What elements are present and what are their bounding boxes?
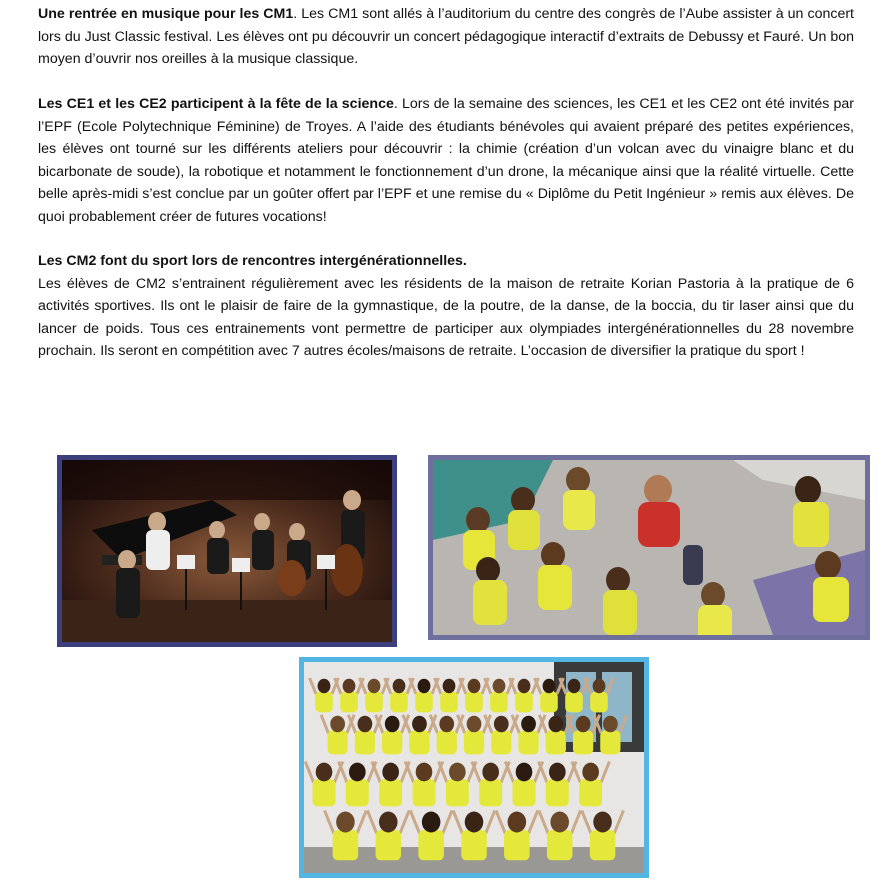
- section-cm1-paragraph: [38, 3, 854, 71]
- child-vest: [546, 730, 566, 754]
- sport-photo: [299, 657, 649, 878]
- child-vest: [490, 692, 508, 713]
- section-cm2-heading-line: [38, 250, 854, 273]
- child-vest: [379, 779, 402, 806]
- child-vest: [491, 730, 511, 754]
- child-head: [516, 763, 533, 782]
- child-vest: [328, 730, 348, 754]
- child-head: [550, 812, 569, 833]
- child-vest: [547, 830, 573, 860]
- child-vest: [365, 692, 383, 713]
- child-vest: [565, 692, 583, 713]
- child-vest: [390, 692, 408, 713]
- child-vest: [440, 692, 458, 713]
- section-ce1-ce2: [38, 93, 854, 229]
- child-vest: [418, 830, 444, 860]
- child-vest: [465, 692, 483, 713]
- child-head: [493, 679, 506, 693]
- child-head: [343, 679, 356, 693]
- child-head: [518, 679, 531, 693]
- child-vest: [313, 779, 336, 806]
- child-head: [439, 716, 454, 733]
- child-head: [548, 716, 563, 733]
- child-head: [336, 812, 355, 833]
- child-vest: [340, 692, 358, 713]
- section-cm2-body: Les élèves de CM2 s’entrainent régulièrement avec les résidents de la maison de retraite Korian Pastoria à la pratique de 6 activités sportives. Ils ont le plaisir de faire de la gymnastique, de la poutre, de la danse, de la boccia, du tir laser ainsi que du lancer de poids. Tous ces entrainements vont permettre de participer aux olympiades intergénérationnelles du 28 novembre prochain. Ils seront en compétition avec 7 autres écoles/maisons de retraite. L’occasion de diversifier la pratique du sport !: [38, 275, 854, 360]
- sport-scene: [304, 662, 644, 873]
- child-vest: [409, 730, 429, 754]
- section-cm2: [38, 250, 854, 363]
- child-vest: [479, 779, 502, 806]
- child-head: [316, 763, 333, 782]
- child-head: [521, 716, 536, 733]
- child-vest: [518, 730, 538, 754]
- child-head: [494, 716, 509, 733]
- child-vest: [415, 692, 433, 713]
- concert-scene: [62, 460, 392, 642]
- child-head: [468, 679, 481, 693]
- child-vest: [540, 692, 558, 713]
- child-head: [449, 763, 466, 782]
- child-head: [422, 812, 441, 833]
- child-head: [330, 716, 345, 733]
- child-head: [568, 679, 581, 693]
- child-vest: [573, 730, 593, 754]
- child-head: [379, 812, 398, 833]
- child-vest: [504, 830, 530, 860]
- child-vest: [437, 730, 457, 754]
- child-vest: [546, 779, 569, 806]
- child-vest: [579, 779, 602, 806]
- child-head: [418, 679, 431, 693]
- science-scene: [433, 460, 865, 635]
- section-ce-paragraph: [38, 93, 854, 229]
- child-vest: [590, 830, 616, 860]
- child-head: [412, 716, 427, 733]
- child-head: [349, 763, 366, 782]
- child-head: [467, 716, 482, 733]
- child-vest: [464, 730, 484, 754]
- child-vest: [413, 779, 436, 806]
- child-vest: [461, 830, 487, 860]
- child-head: [482, 763, 499, 782]
- child-head: [358, 716, 373, 733]
- child-vest: [333, 830, 359, 860]
- child-vest: [600, 730, 620, 754]
- child-head: [593, 679, 606, 693]
- child-head: [543, 679, 556, 693]
- child-head: [576, 716, 591, 733]
- section-cm2-heading: Les CM2 font du sport lors de rencontres intergénérationnelles.: [38, 253, 467, 269]
- child-vest: [376, 830, 402, 860]
- child-head: [368, 679, 381, 693]
- concert-photo: [57, 455, 397, 647]
- child-head: [582, 763, 599, 782]
- child-vest: [346, 779, 369, 806]
- child-vest: [515, 692, 533, 713]
- child-head: [393, 679, 406, 693]
- child-head: [593, 812, 612, 833]
- child-vest: [315, 692, 333, 713]
- child-head: [382, 763, 399, 782]
- science-photo: [428, 455, 870, 640]
- child-vest: [355, 730, 375, 754]
- child-head: [318, 679, 331, 693]
- child-head: [549, 763, 566, 782]
- child-vest: [590, 692, 608, 713]
- child-head: [465, 812, 484, 833]
- child-head: [443, 679, 456, 693]
- child-vest: [513, 779, 536, 806]
- child-head: [508, 812, 527, 833]
- section-cm1-heading: Une rentrée en musique pour les CM1: [38, 6, 294, 22]
- section-cm1-body: . Les CM1 sont allés à l’auditorium du centre des congrès de l’Aube assister à un concert lors du Just Classic festival. Les élèves ont pu découvrir un concert pédagogique interactif d’extraits de Debussy et Fauré. Un bon moyen d’ouvrir nos oreilles à la musique classique.: [38, 6, 855, 68]
- section-cm1: [38, 3, 854, 71]
- section-ce-heading: Les CE1 et les CE2 participent à la fête de la science: [38, 96, 394, 112]
- child-head: [385, 716, 400, 733]
- child-head: [416, 763, 433, 782]
- child-vest: [382, 730, 402, 754]
- child-vest: [446, 779, 469, 806]
- section-ce-body: . Lors de la semaine des sciences, les CE1 et les CE2 ont été invités par l’EPF (Ecole Polytechnique Féminine) de Troyes. A l’aide des étudiants bénévoles qui avaient préparé des petites expériences, les élèves ont tourné sur les différents ateliers pour découvrir : la chimie (création d’un volcan avec du vinaigre blanc et du bicarbonate de soude), la robotique et notamment le fonctionnement d’un drone, la mécanique ainsi que la réalité virtuelle. Cette belle après-midi s’est conclue par un goûter offert par l’EPF et une remise du « Diplôme du Petit Ingénieur » remis aux élèves. De quoi probablement créer de futures vocations!: [38, 96, 854, 225]
- child-head: [603, 716, 618, 733]
